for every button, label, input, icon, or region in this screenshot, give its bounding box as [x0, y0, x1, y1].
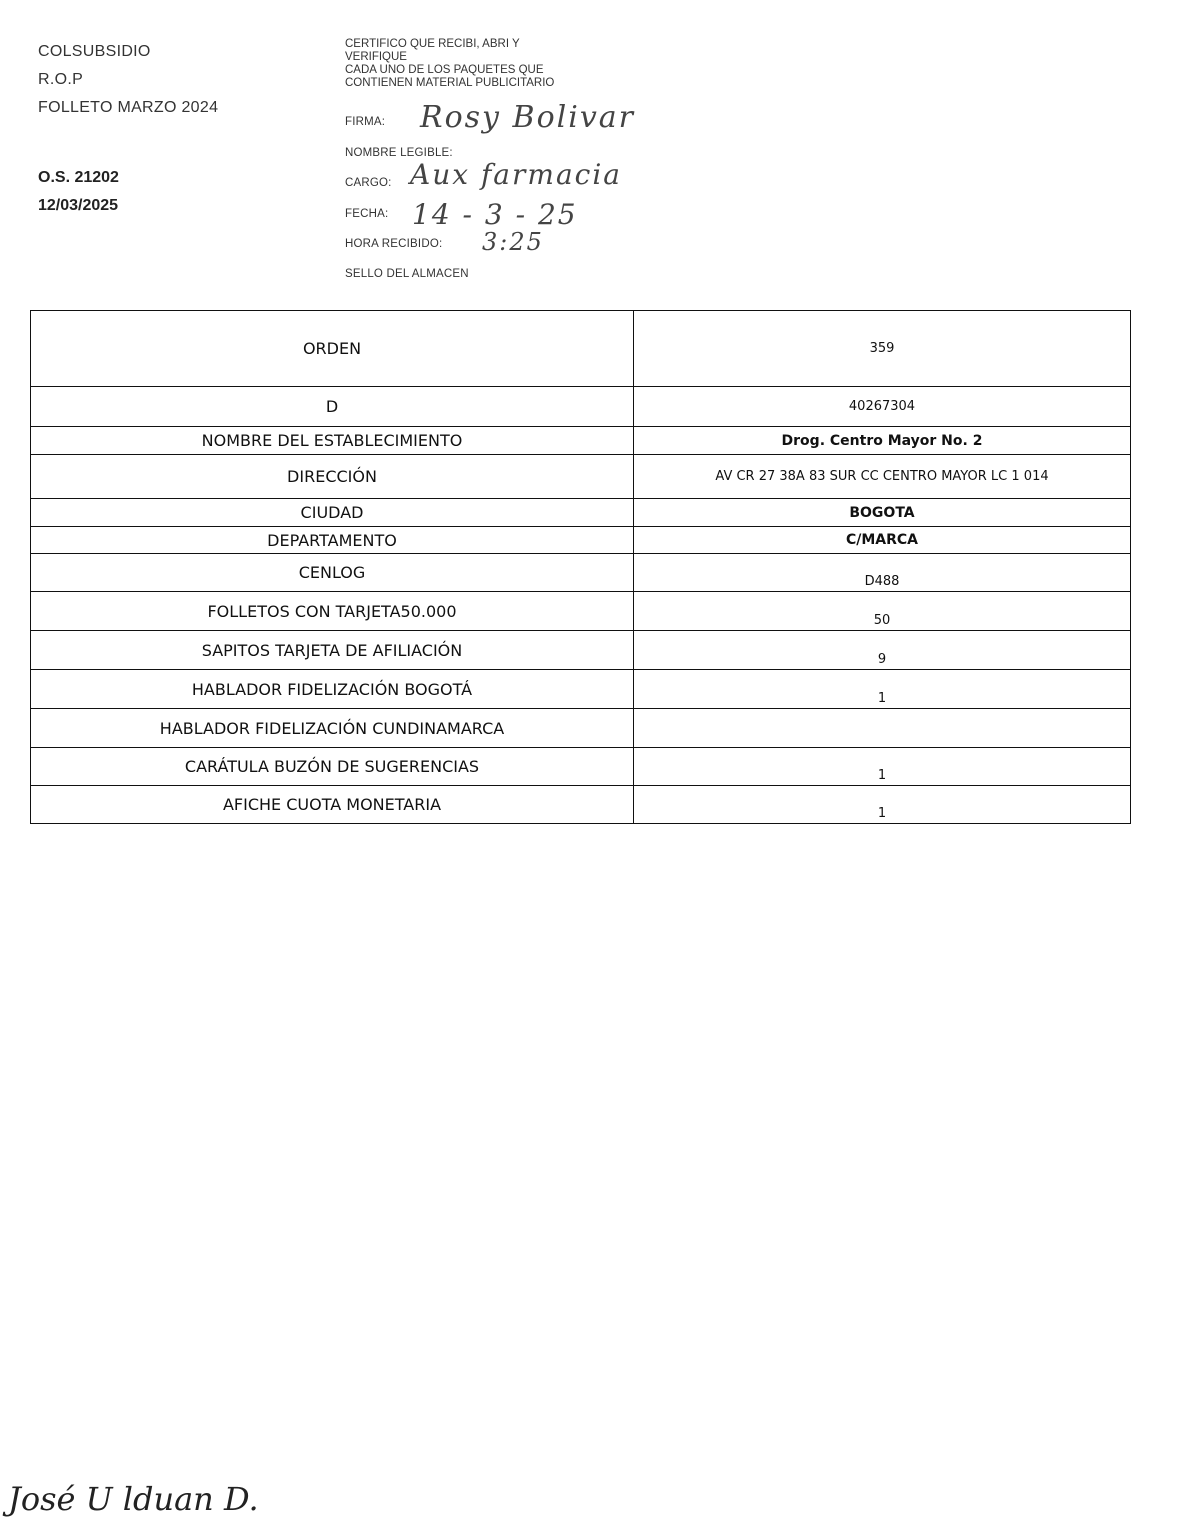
row-value: 1	[634, 786, 1131, 824]
table-row	[31, 631, 1131, 670]
certificate-line-4: CONTIENEN MATERIAL PUBLICITARIO	[345, 77, 555, 89]
document-date: 12/03/2025	[38, 197, 119, 214]
row-value: C/MARCA	[634, 527, 1131, 554]
hora-recibido-label: HORA RECIBIDO:	[345, 238, 443, 250]
firma-label: FIRMA:	[345, 116, 386, 128]
table-row	[31, 592, 1131, 631]
table-row	[31, 387, 1131, 427]
row-value: AV CR 27 38A 83 SUR CC CENTRO MAYOR LC 1 014	[634, 455, 1131, 499]
row-value	[634, 709, 1131, 748]
table-row	[31, 455, 1131, 499]
row-label: DEPARTAMENTO	[31, 527, 634, 554]
certificate-line-3: CADA UNO DE LOS PAQUETES QUE	[345, 64, 544, 76]
row-label: NOMBRE DEL ESTABLECIMIENTO	[31, 427, 634, 455]
row-label: ORDEN	[31, 311, 634, 387]
row-label: CARÁTULA BUZÓN DE SUGERENCIAS	[31, 748, 634, 786]
fecha-handwritten: 14 - 3 - 25	[412, 198, 578, 231]
cargo-label: CARGO:	[345, 177, 392, 189]
row-label: AFICHE CUOTA MONETARIA	[31, 786, 634, 824]
row-label: D	[31, 387, 634, 427]
row-value: 1	[634, 748, 1131, 786]
service-order-number: O.S. 21202	[38, 169, 119, 186]
row-label: CENLOG	[31, 554, 634, 592]
delivery-table	[30, 310, 1131, 824]
table-row	[31, 709, 1131, 748]
table-row	[31, 311, 1131, 387]
row-label: CIUDAD	[31, 499, 634, 527]
table-row	[31, 670, 1131, 709]
row-value: 9	[634, 631, 1131, 670]
table-row	[31, 786, 1131, 824]
order-block	[38, 164, 119, 220]
row-value: 359	[634, 311, 1131, 387]
table-row	[31, 427, 1131, 455]
row-label: SAPITOS TARJETA DE AFILIACIÓN	[31, 631, 634, 670]
row-value: 1	[634, 670, 1131, 709]
row-label: FOLLETOS CON TARJETA50.000	[31, 592, 634, 631]
row-value: BOGOTA	[634, 499, 1131, 527]
header-left	[38, 38, 218, 122]
row-value: 50	[634, 592, 1131, 631]
table-row	[31, 499, 1131, 527]
row-label: HABLADOR FIDELIZACIÓN BOGOTÁ	[31, 670, 634, 709]
certificate-line-1: CERTIFICO QUE RECIBI, ABRI Y	[345, 38, 520, 50]
document-title: FOLLETO MARZO 2024	[38, 99, 219, 116]
hora-handwritten: 3:25	[482, 228, 544, 256]
cargo-handwritten: Aux farmacia	[410, 158, 622, 191]
nombre-legible-label: NOMBRE LEGIBLE:	[345, 147, 453, 159]
certificate-line-2: VERIFIQUE	[345, 51, 407, 63]
firma-signature: Rosy Bolivar	[420, 100, 636, 135]
bottom-handwritten-signature: José U lduan D.	[8, 1480, 259, 1518]
row-label: DIRECCIÓN	[31, 455, 634, 499]
table-row	[31, 554, 1131, 592]
certificate-statement	[345, 38, 625, 90]
row-value: 40267304	[634, 387, 1131, 427]
department-code: R.O.P	[38, 71, 84, 88]
company-name: COLSUBSIDIO	[38, 43, 151, 60]
row-value: Drog. Centro Mayor No. 2	[634, 427, 1131, 455]
table-row	[31, 527, 1131, 554]
fecha-label: FECHA:	[345, 208, 389, 220]
sello-label: SELLO DEL ALMACEN	[345, 268, 469, 280]
row-value: D488	[634, 554, 1131, 592]
row-label: HABLADOR FIDELIZACIÓN CUNDINAMARCA	[31, 709, 634, 748]
table-row	[31, 748, 1131, 786]
